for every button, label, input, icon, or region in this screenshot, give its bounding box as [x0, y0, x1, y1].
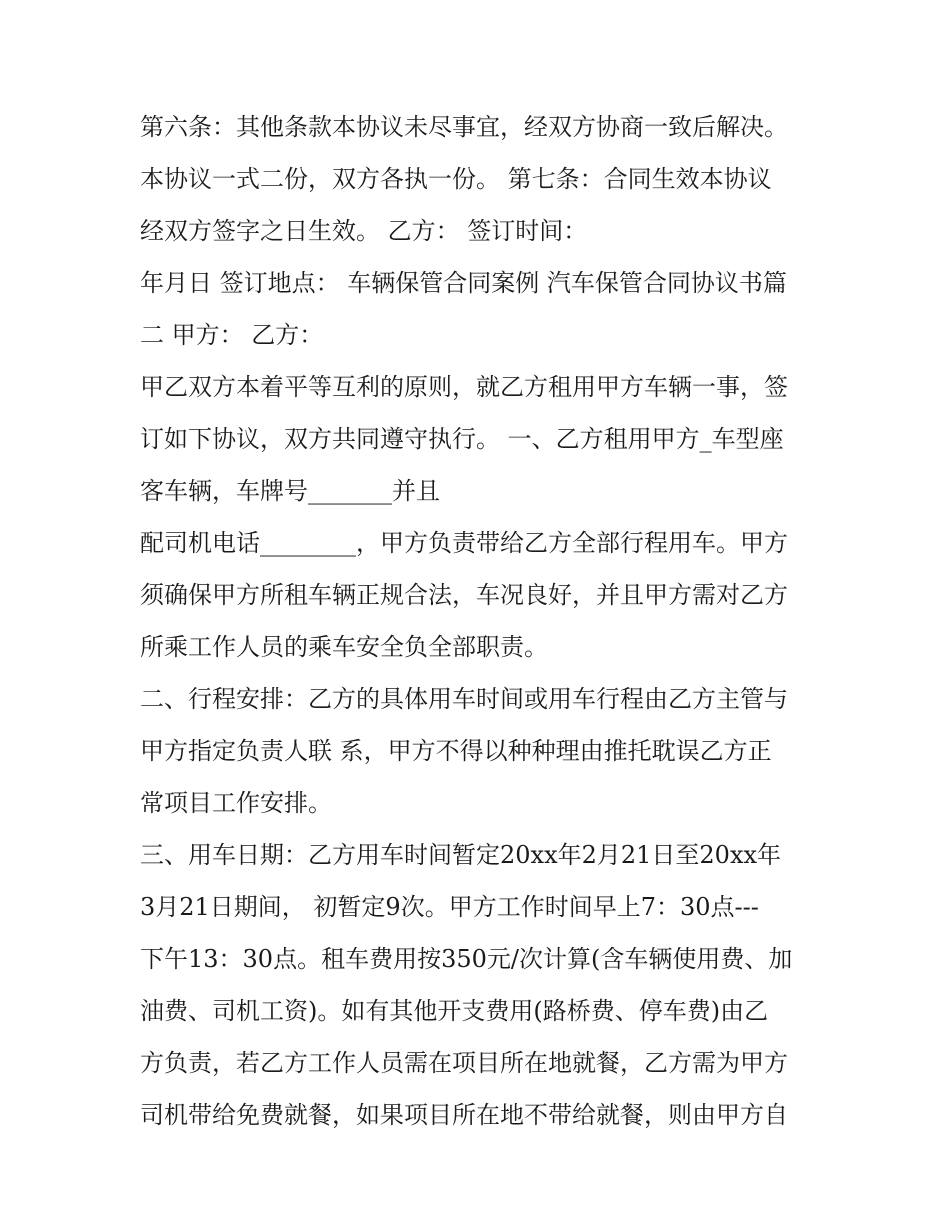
text-line: 第六条：其他条款本协议未尽事宜，经双方协商一致后解决。 — [140, 113, 788, 141]
text-line: 甲乙双方本着平等互利的原则，就乙方租用甲方车辆一事，签 — [140, 373, 788, 401]
text-line: 三、用车日期：乙方用车时间暂定20xx年2月21日至20xx年 — [140, 841, 782, 869]
text-line: 司机带给免费就餐，如果项目所在地不带给就餐，则由甲方自 — [140, 1101, 788, 1129]
text-line: 常项目工作安排。 — [140, 789, 332, 817]
text-line: 本协议一式二份，双方各执一份。 第七条：合同生效本协议 — [140, 165, 772, 193]
text-line: 二、行程安排：乙方的具体用车时间或用车行程由乙方主管与 — [140, 685, 788, 713]
text-line: 订如下协议，双方共同遵守执行。 一、乙方租用甲方_车型座 — [140, 425, 784, 453]
text-line: 配司机电话________，甲方负责带给乙方全部行程用车。甲方 — [140, 529, 788, 557]
text-line: 所乘工作人员的乘车安全负全部职责。 — [140, 633, 548, 661]
text-line: 年月日 签订地点： 车辆保管合同案例 汽车保管合同协议书篇 — [140, 269, 787, 297]
text-line: 二 甲方： 乙方： — [140, 321, 324, 349]
text-line: 油费、司机工资)。如有其他开支费用(路桥费、停车费)由乙 — [140, 997, 769, 1025]
text-line: 经双方签字之日生效。 乙方： 签订时间： — [140, 217, 588, 245]
text-line: 甲方指定负责人联 系，甲方不得以种种理由推托耽误乙方正 — [140, 737, 772, 765]
contract-body-text — [140, 110, 820, 1150]
text-line: 下午13：30点。租车费用按350元/次计算(含车辆使用费、加 — [140, 945, 793, 973]
text-line: 3月21日期间， 初暂定9次。甲方工作时间早上7：30点--- — [140, 893, 759, 921]
text-line: 方负责，若乙方工作人员需在项目所在地就餐，乙方需为甲方 — [140, 1049, 788, 1077]
text-line: 须确保甲方所租车辆正规合法，车况良好，并且甲方需对乙方 — [140, 581, 788, 609]
text-line: 客车辆，车牌号_______并且 — [140, 477, 440, 505]
